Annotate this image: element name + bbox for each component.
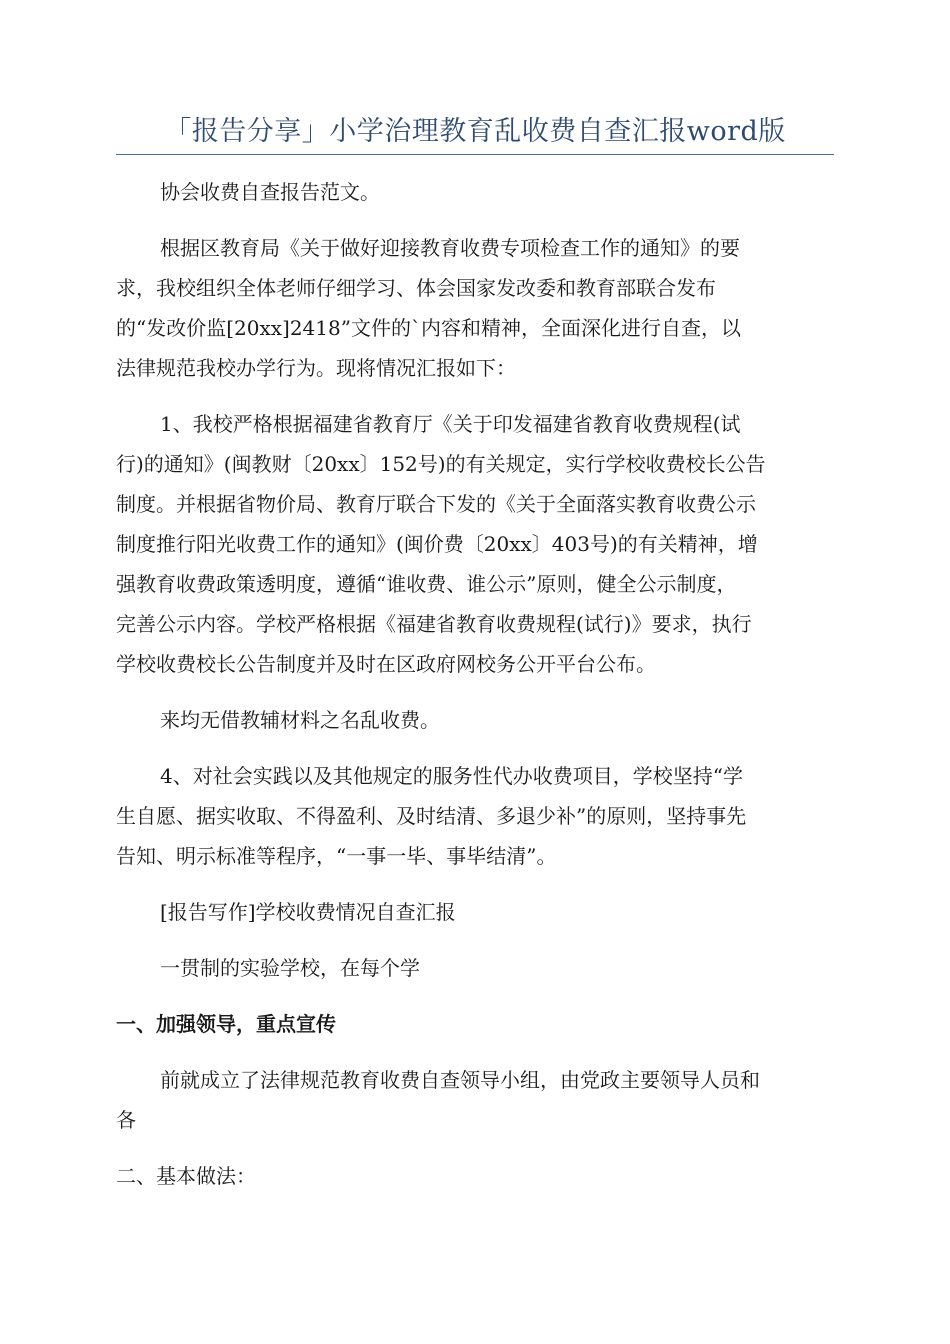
heading-text: 一、加强领导，重点宣传 bbox=[116, 1012, 336, 1036]
title-underline bbox=[116, 154, 834, 155]
text-line: 一贯制的实验学校，在每个学 bbox=[160, 956, 420, 980]
text-line: 法律规范我校办学行为。现将情况汇报如下： bbox=[116, 356, 516, 380]
text-line: 来均无借教辅材料之名乱收费。 bbox=[160, 708, 440, 732]
paragraph-item-1 bbox=[116, 404, 834, 684]
text-line: 学校收费校长公告制度并及时在区政府网校务公开平台公布。 bbox=[116, 652, 656, 676]
text-line: 完善公示内容。学校严格根据《福建省教育收费规程(试行)》要求，执行 bbox=[116, 612, 752, 636]
paragraph-report-writing bbox=[116, 892, 834, 932]
heading-text: 二、基本做法： bbox=[116, 1164, 256, 1188]
text-line: 强教育收费政策透明度，遵循“谁收费、谁公示”原则，健全公示制度， bbox=[116, 572, 737, 596]
paragraph-intro bbox=[116, 172, 834, 212]
text-line: 协会收费自查报告范文。 bbox=[160, 180, 380, 204]
paragraph-materials bbox=[116, 700, 834, 740]
paragraph-school-intro bbox=[116, 948, 834, 988]
text-line: 根据区教育局《关于做好迎接教育收费专项检查工作的通知》的要 bbox=[160, 236, 740, 260]
text-line: 告知、明示标准等程序，“一事一毕、事毕结清”。 bbox=[116, 844, 557, 868]
document-body bbox=[116, 172, 834, 1212]
text-line: 前就成立了法律规范教育收费自查领导小组，由党政主要领导人员和 bbox=[160, 1068, 760, 1092]
text-line: 各 bbox=[116, 1108, 136, 1132]
section-heading-1 bbox=[116, 1004, 834, 1044]
text-line: 1、我校严格根据福建省教育厅《关于印发福建省教育收费规程(试 bbox=[160, 412, 741, 436]
text-line: 的“发改价监[20xx]2418”文件的`内容和精神，全面深化进行自查，以 bbox=[116, 316, 741, 340]
text-line: 行)的通知》(闽教财〔20xx〕152号)的有关规定，实行学校收费校长公告 bbox=[116, 452, 766, 476]
document-title: 「报告分享」小学治理教育乱收费自查汇报word版 bbox=[164, 116, 786, 147]
text-line: 制度推行阳光收费工作的通知》(闽价费〔20xx〕403号)的有关精神，增 bbox=[116, 532, 758, 556]
text-line: 生自愿、据实收取、不得盈利、及时结清、多退少补”的原则，坚持事先 bbox=[116, 804, 747, 828]
text-line: 制度。并根据省物价局、教育厅联合下发的《关于全面落实教育收费公示 bbox=[116, 492, 756, 516]
text-line: 4、对社会实践以及其他规定的服务性代办收费项目，学校坚持“学 bbox=[160, 764, 743, 788]
text-line: 求，我校组织全体老师仔细学习、体会国家发改委和教育部联合发布 bbox=[116, 276, 716, 300]
paragraph-leadership bbox=[116, 1060, 834, 1140]
text-line: [报告写作]学校收费情况自查汇报 bbox=[160, 900, 456, 924]
paragraph-item-4 bbox=[116, 756, 834, 876]
section-heading-2 bbox=[116, 1156, 834, 1196]
paragraph-background bbox=[116, 228, 834, 388]
